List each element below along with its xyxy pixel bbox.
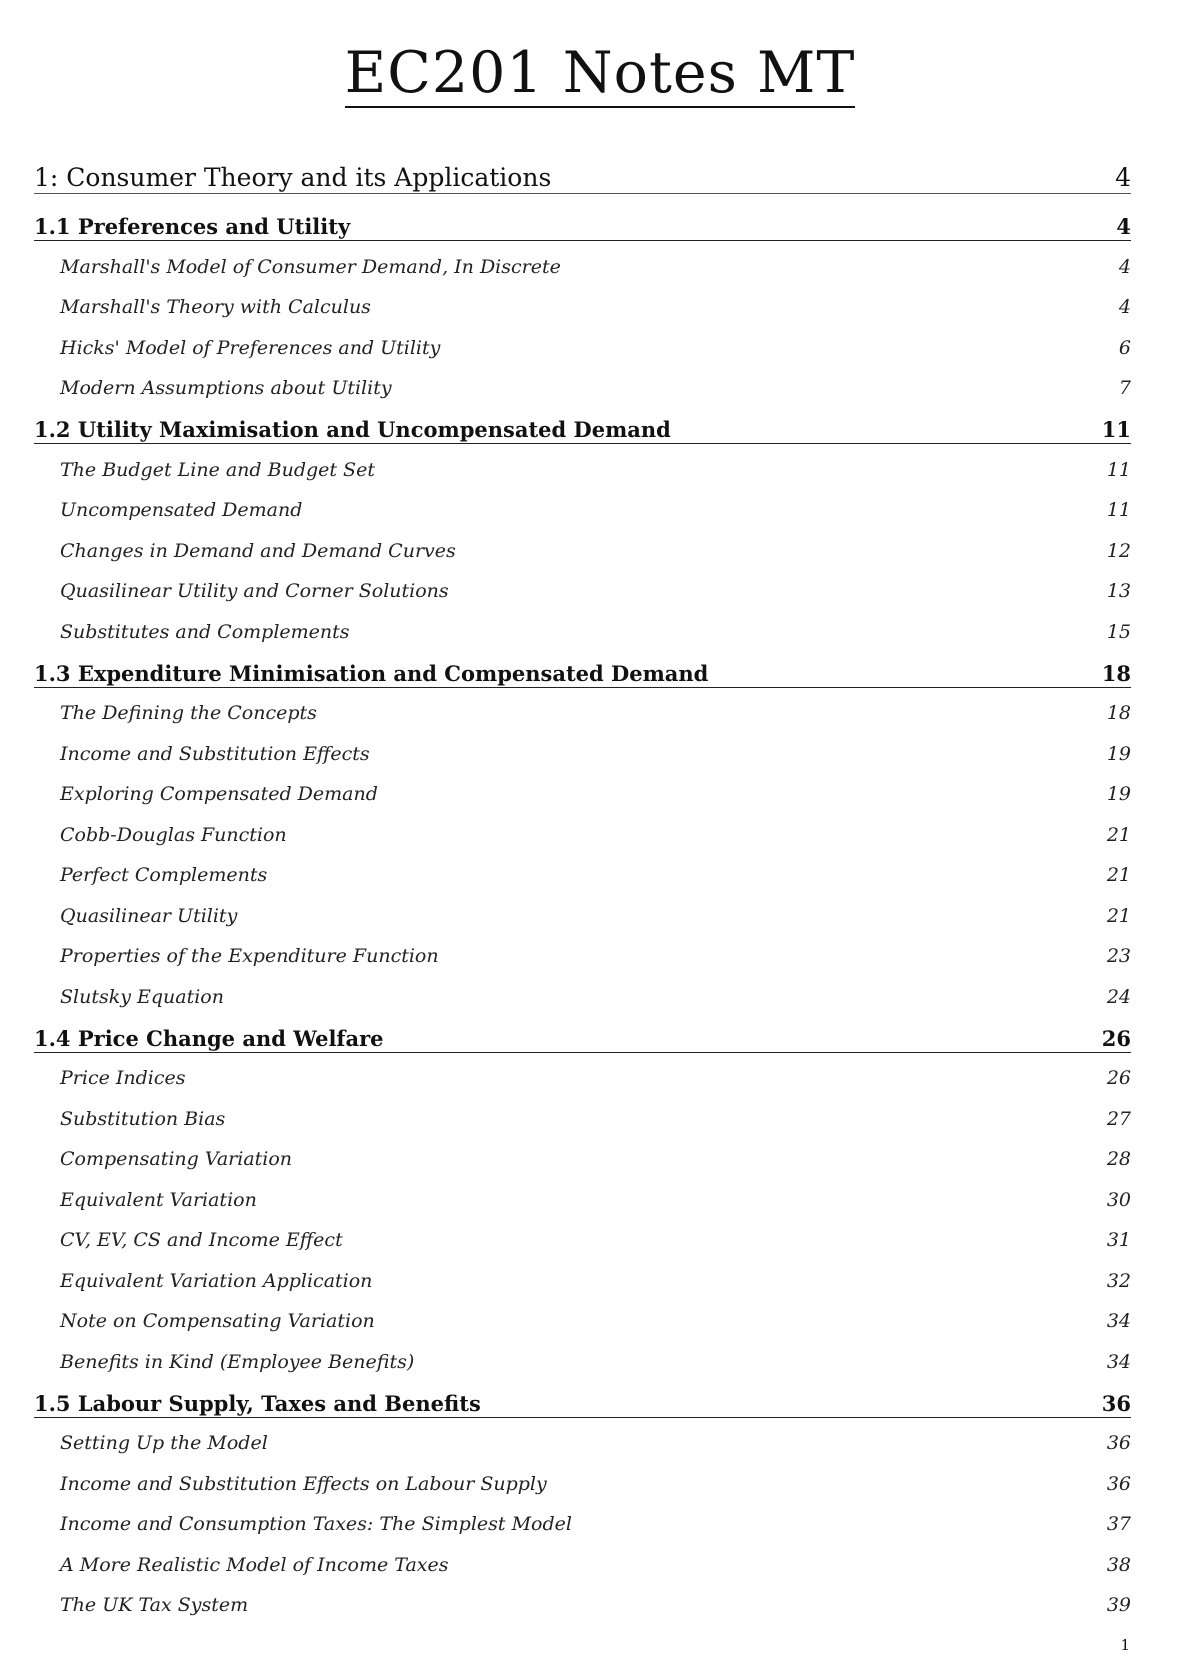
toc-page-number: 4 — [1115, 163, 1131, 192]
page-title — [0, 34, 1200, 112]
toc-sub-entry[interactable] — [34, 1458, 1131, 1499]
toc-sub-label: Substitution Bias — [60, 1107, 226, 1130]
toc-sub-entry[interactable] — [34, 566, 1131, 607]
toc-sub-entry[interactable] — [34, 850, 1131, 891]
toc-page-number: 18 — [1101, 660, 1131, 686]
toc-sub-label: Quasilinear Utility — [60, 904, 238, 927]
toc-sub-label: CV, EV, CS and Income Effect — [60, 1229, 343, 1251]
toc-page-number: 21 — [1106, 864, 1131, 886]
toc-sub-label: Marshall's Model of Consumer Demand, In Discrete — [60, 255, 561, 278]
toc-sub-entry[interactable] — [34, 282, 1131, 323]
toc-sub-entry[interactable] — [34, 1418, 1131, 1459]
toc-sub-label: Cobb-Douglas Function — [60, 823, 287, 846]
toc-sub-entry[interactable] — [34, 728, 1131, 769]
toc-sub-entry[interactable] — [34, 890, 1131, 931]
toc-page-number: 11 — [1106, 499, 1131, 521]
toc-sub-label: Price Indices — [60, 1067, 186, 1089]
toc-page-number: 36 — [1101, 1390, 1131, 1416]
toc-section-label: 1.3 Expenditure Minimisation and Compensated Demand — [34, 660, 709, 686]
toc-section-label: 1.4 Price Change and Welfare — [34, 1025, 384, 1051]
toc-page-number: 19 — [1106, 742, 1131, 765]
toc-sub-label: Modern Assumptions about Utility — [60, 377, 392, 399]
toc-sub-entry[interactable] — [34, 1580, 1131, 1621]
toc-page-number: 34 — [1106, 1310, 1131, 1332]
toc-section-label: 1.2 Utility Maximisation and Uncompensated Demand — [34, 417, 671, 442]
toc-page-number: 39 — [1106, 1594, 1131, 1616]
toc-sub-label: Equivalent Variation Application — [60, 1269, 373, 1292]
toc-sub-label: Equivalent Variation — [60, 1188, 257, 1211]
toc-sub-label: The Budget Line and Budget Set — [60, 458, 375, 481]
toc-sub-label: Changes in Demand and Demand Curves — [60, 539, 456, 562]
toc-page-number: 38 — [1106, 1553, 1131, 1576]
toc-sub-label: Hicks' Model of Preferences and Utility — [60, 336, 441, 359]
toc-page-number: 23 — [1106, 945, 1131, 967]
toc-sub-entry[interactable] — [34, 1255, 1131, 1296]
toc-page-number: 32 — [1106, 1269, 1131, 1292]
toc-page-number: 4 — [1118, 296, 1131, 318]
toc-sub-entry[interactable] — [34, 1336, 1131, 1377]
footer-page-number: 1 — [1120, 1636, 1130, 1654]
toc-sub-entry[interactable] — [34, 1053, 1131, 1094]
toc-page-number: 21 — [1106, 904, 1131, 927]
toc-sub-label: Note on Compensating Variation — [60, 1310, 375, 1332]
table-of-contents — [34, 154, 1131, 1620]
toc-page-number: 36 — [1106, 1472, 1131, 1495]
toc-section-entry[interactable] — [34, 647, 1131, 688]
toc-page-number: 28 — [1106, 1148, 1131, 1170]
toc-sub-entry[interactable] — [34, 971, 1131, 1012]
toc-chapter-entry[interactable] — [34, 154, 1131, 194]
toc-sub-entry[interactable] — [34, 322, 1131, 363]
toc-page-number: 11 — [1101, 417, 1131, 442]
toc-sub-label: Marshall's Theory with Calculus — [60, 296, 371, 318]
toc-page-number: 18 — [1106, 702, 1131, 724]
toc-section-entry[interactable] — [34, 1377, 1131, 1418]
toc-page-number: 12 — [1106, 539, 1131, 562]
toc-sub-label: Substitutes and Complements — [60, 620, 350, 643]
toc-page-number: 13 — [1106, 580, 1131, 602]
toc-sub-entry[interactable] — [34, 1539, 1131, 1580]
toc-sub-label: Slutsky Equation — [60, 985, 224, 1008]
toc-sub-entry[interactable] — [34, 1296, 1131, 1337]
toc-page-number: 26 — [1106, 1067, 1131, 1089]
toc-section-label: 1.1 Preferences and Utility — [34, 214, 351, 239]
toc-sub-entry[interactable] — [34, 931, 1131, 972]
toc-sub-label: A More Realistic Model of Income Taxes — [60, 1553, 449, 1576]
toc-sub-entry[interactable] — [34, 1134, 1131, 1175]
toc-section-entry[interactable] — [34, 1012, 1131, 1053]
toc-sub-entry[interactable] — [34, 1215, 1131, 1256]
toc-section-entry[interactable] — [34, 200, 1131, 241]
toc-sub-entry[interactable] — [34, 525, 1131, 566]
toc-sub-label: Properties of the Expenditure Function — [60, 945, 439, 967]
toc-page-number: 11 — [1106, 458, 1131, 481]
toc-page-number: 37 — [1106, 1513, 1131, 1535]
toc-page-number: 24 — [1106, 985, 1131, 1008]
toc-sub-label: Uncompensated Demand — [60, 499, 303, 521]
toc-page-number: 15 — [1106, 620, 1131, 643]
toc-sub-entry[interactable] — [34, 769, 1131, 810]
toc-sub-label: Setting Up the Model — [60, 1432, 268, 1454]
toc-page-number: 31 — [1106, 1229, 1131, 1251]
toc-sub-entry[interactable] — [34, 1499, 1131, 1540]
toc-section-label: 1.5 Labour Supply, Taxes and Benefits — [34, 1390, 481, 1416]
toc-page-number: 6 — [1118, 336, 1131, 359]
toc-chapter-label: 1: Consumer Theory and its Applications — [34, 163, 552, 192]
toc-sub-label: Quasilinear Utility and Corner Solutions — [60, 580, 449, 602]
toc-sub-entry[interactable] — [34, 241, 1131, 282]
toc-sub-label: Exploring Compensated Demand — [60, 783, 378, 805]
toc-sub-entry[interactable] — [34, 485, 1131, 526]
toc-sub-entry[interactable] — [34, 1174, 1131, 1215]
toc-section-entry[interactable] — [34, 403, 1131, 444]
toc-sub-entry[interactable] — [34, 809, 1131, 850]
toc-page-number: 30 — [1106, 1188, 1131, 1211]
toc-sub-entry[interactable] — [34, 606, 1131, 647]
toc-sub-label: Income and Substitution Effects — [60, 742, 370, 765]
toc-page-number: 19 — [1106, 783, 1131, 805]
toc-sub-entry[interactable] — [34, 363, 1131, 404]
toc-page-number: 26 — [1101, 1025, 1131, 1051]
page-title-text: EC201 Notes MT — [344, 40, 856, 106]
toc-sub-label: Perfect Complements — [60, 864, 268, 886]
toc-sub-entry[interactable] — [34, 688, 1131, 729]
toc-page-number: 21 — [1106, 823, 1131, 846]
toc-page-number: 34 — [1106, 1350, 1131, 1373]
toc-page-number: 4 — [1116, 214, 1131, 239]
toc-sub-label: Income and Substitution Effects on Labour Supply — [60, 1472, 547, 1495]
toc-sub-label: The Defining the Concepts — [60, 702, 317, 724]
toc-page-number: 4 — [1118, 255, 1131, 278]
toc-page-number: 36 — [1106, 1432, 1131, 1454]
toc-sub-label: Income and Consumption Taxes: The Simplest Model — [60, 1513, 572, 1535]
toc-sub-entry[interactable] — [34, 444, 1131, 485]
toc-sub-label: Benefits in Kind (Employee Benefits) — [60, 1350, 415, 1373]
toc-page-number: 27 — [1106, 1107, 1131, 1130]
toc-sub-label: The UK Tax System — [60, 1594, 249, 1616]
toc-page-number: 7 — [1118, 377, 1131, 399]
toc-sub-entry[interactable] — [34, 1093, 1131, 1134]
toc-sub-label: Compensating Variation — [60, 1148, 293, 1170]
